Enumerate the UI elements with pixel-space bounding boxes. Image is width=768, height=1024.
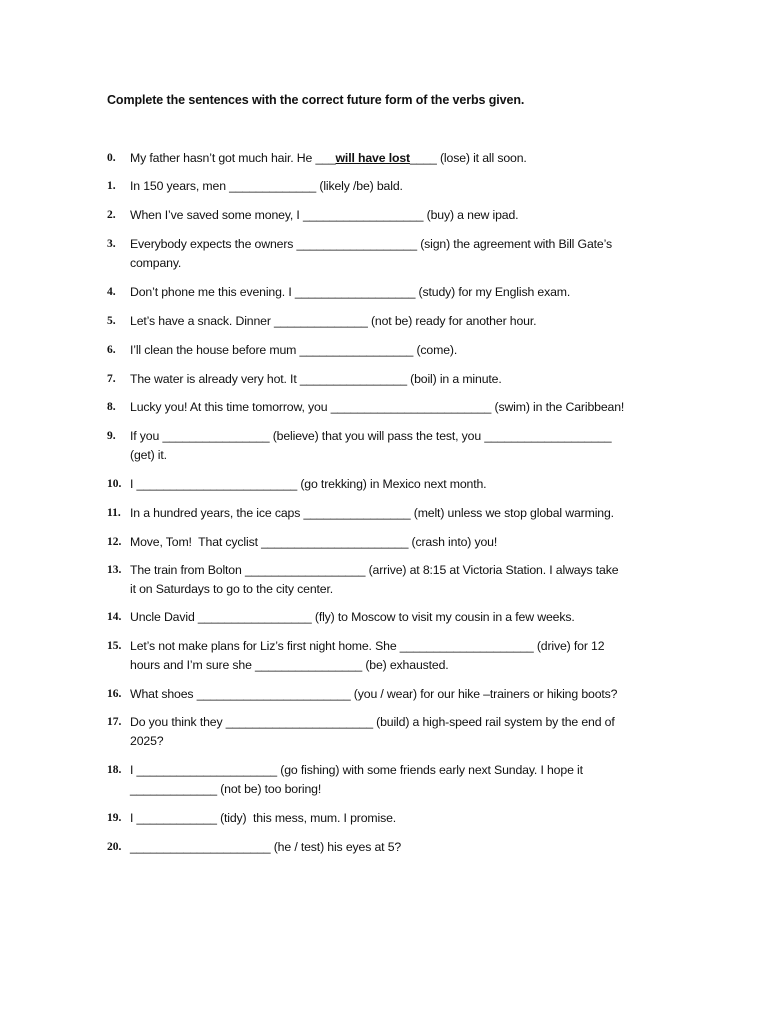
example-text-before: My father hasn’t got much hair. He ___: [130, 151, 336, 165]
item-text: If you ________________ (believe) that you will pass the test, you ___________________ (get) it.: [130, 429, 612, 462]
item-text: Uncle David _________________ (fly) to Moscow to visit my cousin in a few weeks.: [130, 610, 575, 624]
item-number: 1.: [107, 180, 116, 192]
item-number: 2.: [107, 209, 116, 221]
item-text: I ________________________ (go trekking) in Mexico next month.: [130, 477, 487, 491]
item-text: What shoes _______________________ (you / wear) for our hike –trainers or hiking boots?: [130, 687, 618, 701]
item-text: _____________________ (he / test) his eyes at 5?: [130, 840, 402, 854]
item-number: 16.: [107, 688, 122, 700]
item-number: 17.: [107, 716, 122, 728]
item-text: Let’s have a snack. Dinner ______________ (not be) ready for another hour.: [130, 314, 537, 328]
item-number: 4.: [107, 286, 116, 298]
item-text: Let’s not make plans for Liz’s first night home. She ____________________ (drive) for 12 hours and I’m sure she ________________ (be) exhausted.: [130, 639, 605, 672]
item-number: 12.: [107, 536, 122, 548]
item-number: 6.: [107, 344, 116, 356]
item-text: The water is already very hot. It ________________ (boil) in a minute.: [130, 372, 502, 386]
item-number: 15.: [107, 640, 122, 652]
item-text: [130, 149, 670, 168]
item-number: 18.: [107, 764, 122, 776]
item-text: Lucky you! At this time tomorrow, you ________________________ (swim) in the Caribbean!: [130, 400, 625, 414]
item-text: I ____________ (tidy) this mess, mum. I promise.: [130, 811, 397, 825]
item-text: The train from Bolton __________________ (arrive) at 8:15 at Victoria Station. I always take it on Saturdays to go to the city center.: [130, 563, 619, 596]
item-text: In 150 years, men _____________ (likely /be) bald.: [130, 179, 403, 193]
item-number: 5.: [107, 315, 116, 327]
item-text: Don’t phone me this evening. I __________________ (study) for my English exam.: [130, 285, 571, 299]
item-number: 0.: [107, 152, 116, 164]
item-text: I’ll clean the house before mum _________________ (come).: [130, 343, 458, 357]
item-number: 19.: [107, 812, 122, 824]
item-number: 8.: [107, 401, 116, 413]
instructions-heading: Complete the sentences with the correct future form of the verbs given.: [107, 93, 525, 107]
item-text: Move, Tom! That cyclist ______________________ (crash into) you!: [130, 535, 498, 549]
item-number: 11.: [107, 507, 121, 519]
item-number: 7.: [107, 373, 116, 385]
item-text: Do you think they ______________________ (build) a high-speed rail system by the end of 2025?: [130, 715, 615, 748]
item-text: Everybody expects the owners __________________ (sign) the agreement with Bill Gate’s company.: [130, 237, 612, 270]
item-text: When I’ve saved some money, I __________________ (buy) a new ipad.: [130, 208, 519, 222]
example-answer: will have lost: [335, 151, 410, 165]
item-number: 14.: [107, 611, 122, 623]
item-text: In a hundred years, the ice caps ________________ (melt) unless we stop global warming.: [130, 506, 614, 520]
item-number: 9.: [107, 430, 116, 442]
example-text-after: ____ (lose) it all soon.: [409, 151, 527, 165]
item-number: 3.: [107, 238, 116, 250]
item-number: 10.: [107, 478, 122, 490]
item-number: 13.: [107, 564, 122, 576]
item-number: 20.: [107, 841, 122, 853]
item-text: I _____________________ (go fishing) with some friends early next Sunday. I hope it _____________ (not be) too boring!: [130, 763, 583, 796]
